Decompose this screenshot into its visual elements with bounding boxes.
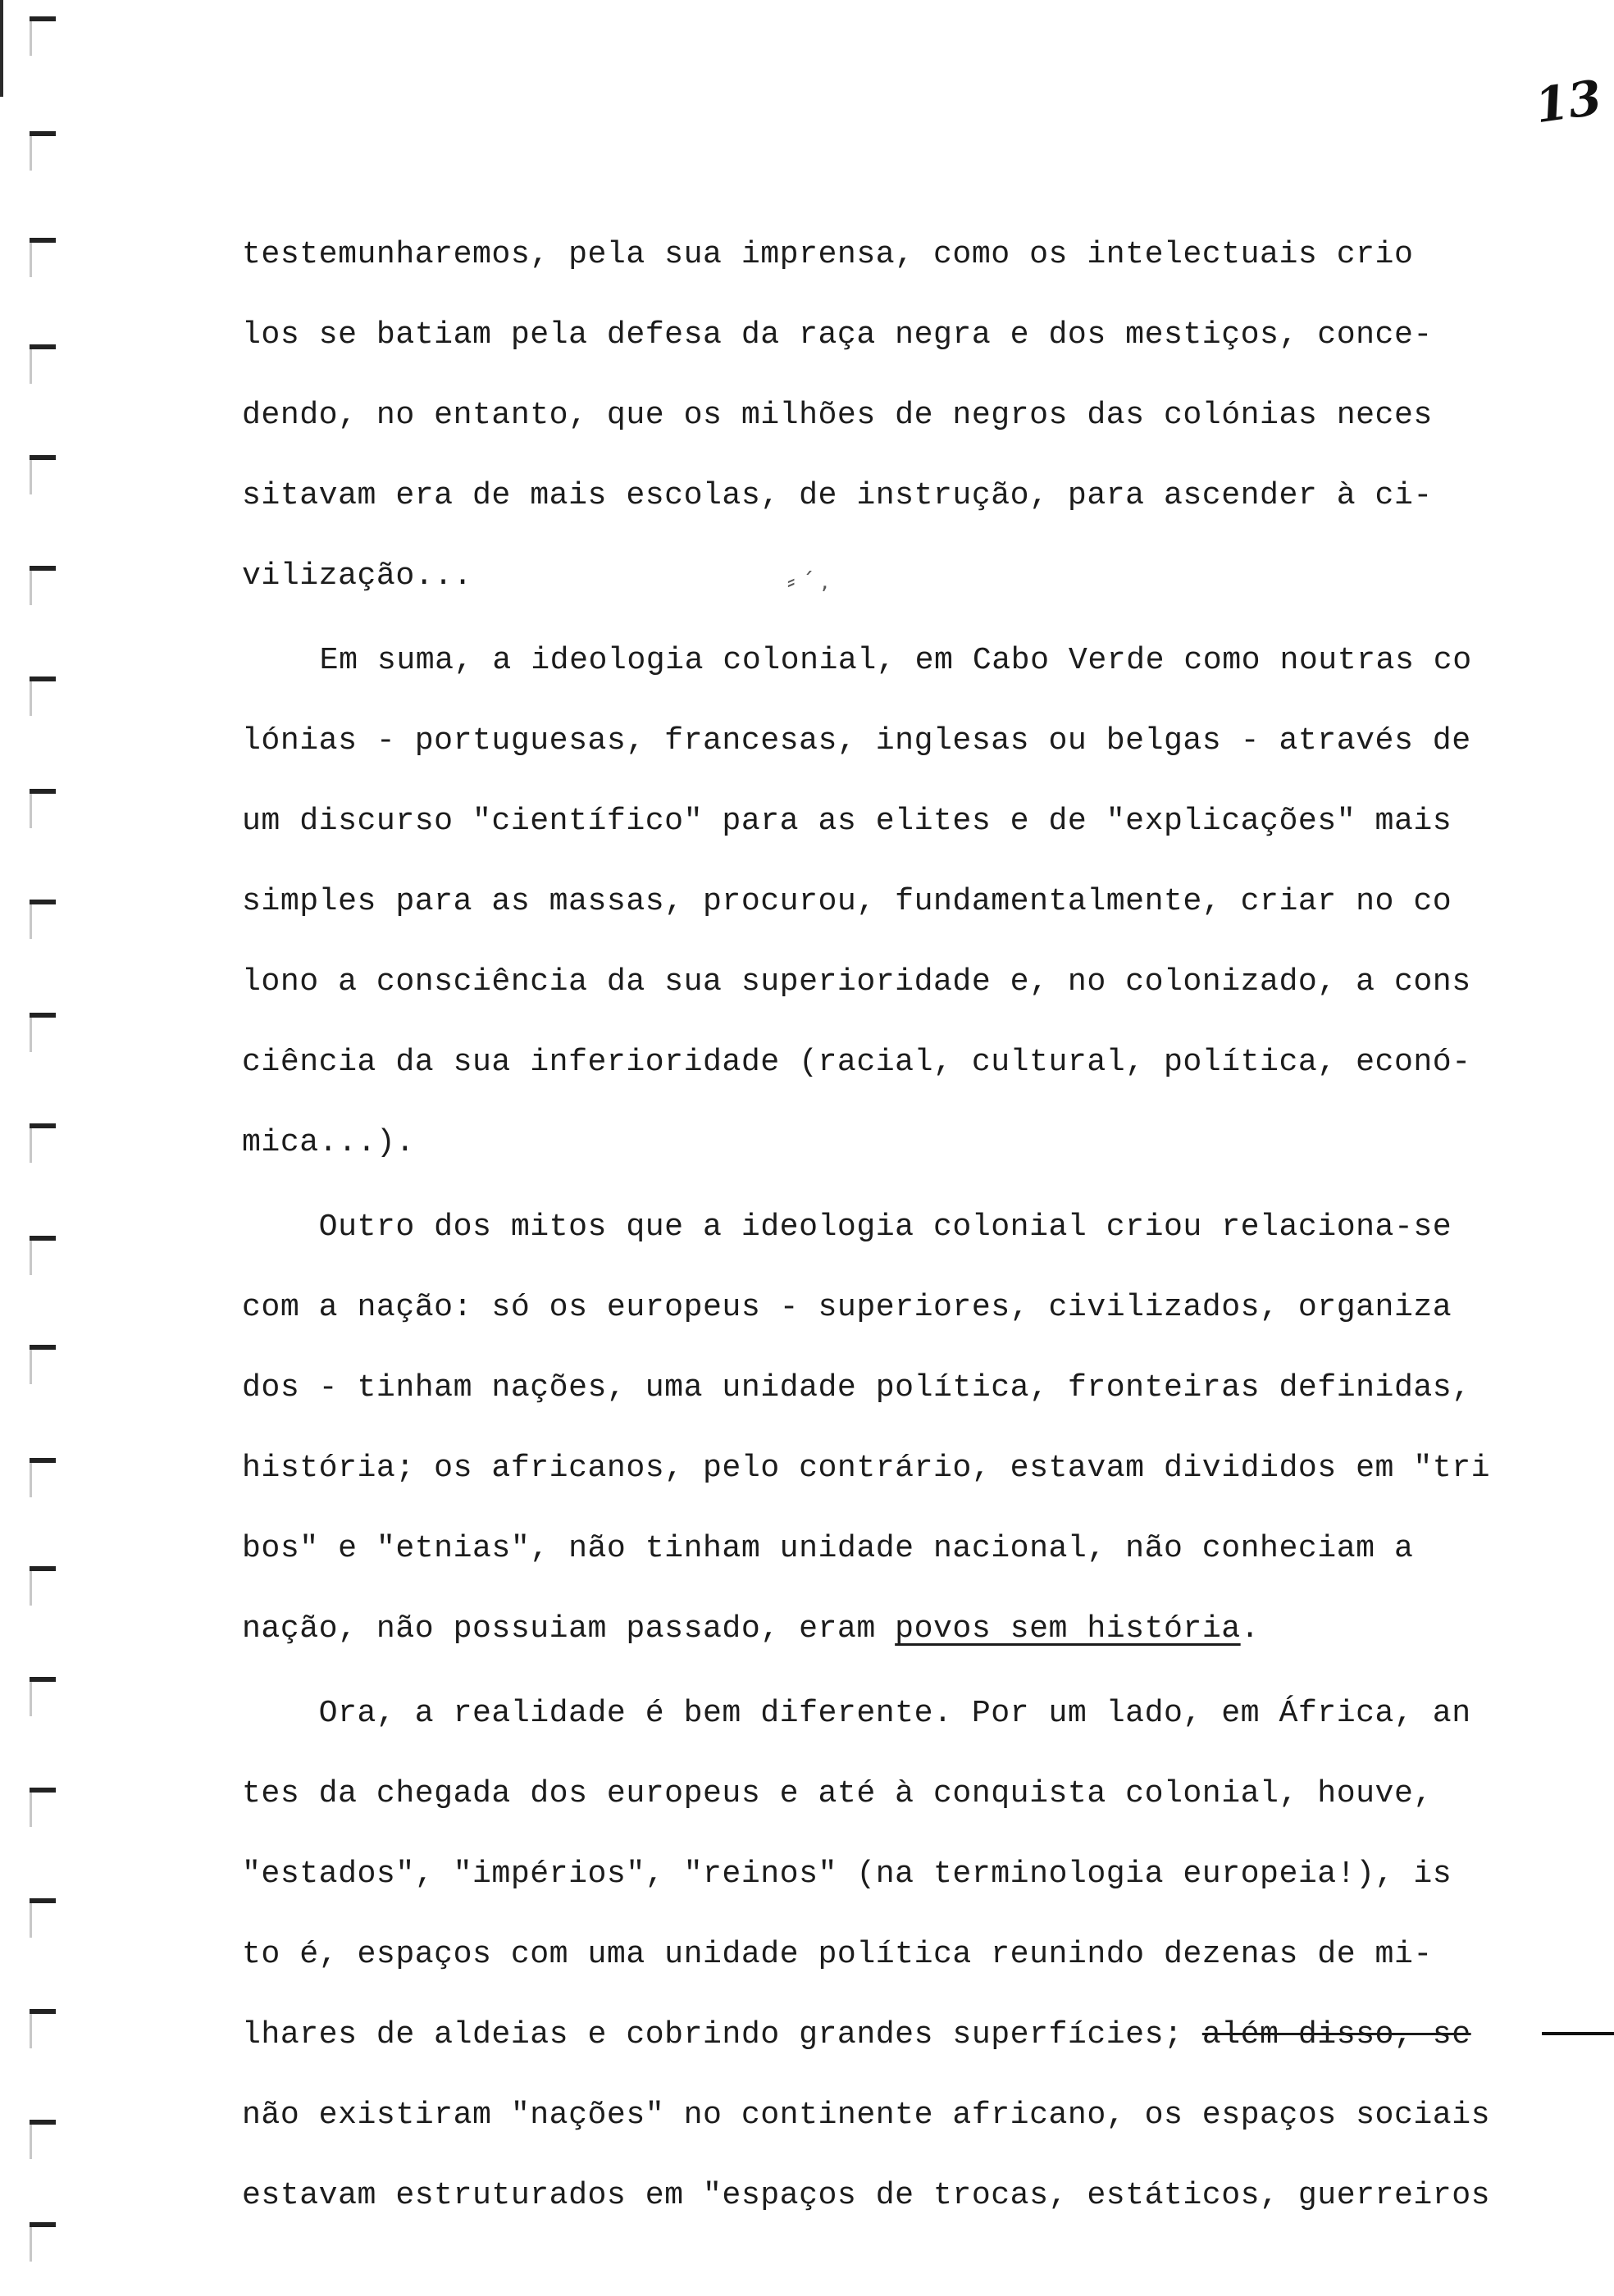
text-line: [242, 2017, 1566, 2052]
text-line: ciência da sua inferioridade (racial, cultural, política, econó-: [242, 1045, 1471, 1080]
text-line: com a nação: só os europeus - superiores, civilizados, organiza: [242, 1290, 1452, 1325]
text-line: sitavam era de mais escolas, de instrução, para ascender à ci-: [242, 478, 1433, 513]
binding-hole-mark: [30, 1458, 56, 1463]
text-line: to é, espaços com uma unidade política reunindo dezenas de mi-: [242, 1937, 1433, 1972]
text-line: lónias - portuguesas, francesas, inglesas ou belgas - através de: [242, 723, 1471, 758]
struck-phrase: além disso, se: [1201, 2017, 1471, 2052]
text-segment: nação, não possuiam passado, eram: [242, 1611, 896, 1647]
binding-hole-mark: [30, 1013, 56, 1018]
text-line: dendo, no entanto, que os milhões de negros das colónias neces: [242, 398, 1433, 433]
page-number: 13: [1531, 69, 1606, 134]
text-line: vilização...: [242, 558, 472, 594]
binding-hole-mark: [30, 344, 56, 349]
text-line: um discurso "científico" para as elites e de "explicações" mais: [242, 804, 1452, 839]
binding-hole-mark: [30, 2120, 56, 2125]
binding-hole-mark: [30, 2009, 56, 2014]
binding-hole-mark: [30, 1566, 56, 1571]
text-line: bos" e "etnias", não tinham unidade nacional, não conheciam a: [242, 1531, 1414, 1566]
ink-specks: ⸗ ˊ ,: [787, 567, 829, 594]
text-line: dos - tinham nações, uma unidade política, fronteiras definidas,: [242, 1370, 1471, 1405]
binding-hole-mark: [30, 1898, 56, 1903]
text-line: não existiram "nações" no continente africano, os espaços sociais: [242, 2098, 1491, 2133]
text-line: estavam estruturados em "espaços de trocas, estáticos, guerreiros: [242, 2178, 1491, 2213]
binding-hole-mark: [30, 676, 56, 681]
text-segment: lhares de aldeias e cobrindo grandes superfícies;: [242, 2017, 1202, 2052]
text-line: [242, 1611, 1566, 1647]
text-line: los se batiam pela defesa da raça negra e dos mestiços, conce-: [242, 317, 1433, 353]
text-line: história; os africanos, pelo contrário, estavam divididos em "tri: [242, 1451, 1491, 1486]
binding-hole-mark: [30, 131, 56, 136]
text-line: Outro dos mitos que a ideologia colonial criou relaciona-se: [242, 1210, 1452, 1245]
binding-hole-mark: [30, 900, 56, 904]
text-line: simples para as massas, procurou, fundamentalmente, criar no co: [242, 884, 1452, 919]
binding-hole-mark: [30, 16, 56, 21]
binding-hole-mark: [30, 1345, 56, 1350]
text-segment: .: [1240, 1611, 1261, 1647]
binding-hole-mark: [30, 1123, 56, 1128]
binding-hole-mark: [30, 2222, 56, 2227]
binding-hole-mark: [30, 566, 56, 571]
binding-hole-mark: [30, 789, 56, 794]
binding-hole-mark: [30, 1236, 56, 1241]
text-line: testemunharemos, pela sua imprensa, como os intelectuais crio: [242, 237, 1414, 272]
binding-hole-mark: [30, 238, 56, 243]
text-line: Ora, a realidade é bem diferente. Por um lado, em África, an: [242, 1696, 1471, 1731]
binding-hole-mark: [30, 455, 56, 460]
text-line: tes da chegada dos europeus e até à conquista colonial, houve,: [242, 1776, 1433, 1811]
binding-hole-mark: [30, 1677, 56, 1682]
left-edge-rule: [0, 0, 3, 97]
margin-annotation-stroke: [1542, 2032, 1614, 2035]
text-line: mica...).: [242, 1125, 415, 1160]
underlined-phrase: povos sem história: [895, 1611, 1241, 1647]
text-line: "estados", "impérios", "reinos" (na terminologia europeia!), is: [242, 1856, 1452, 1892]
text-line: Em suma, a ideologia colonial, em Cabo Verde como noutras co: [243, 643, 1472, 678]
binding-hole-mark: [30, 1788, 56, 1793]
text-line: lono a consciência da sua superioridade e, no colonizado, a cons: [242, 964, 1471, 1000]
